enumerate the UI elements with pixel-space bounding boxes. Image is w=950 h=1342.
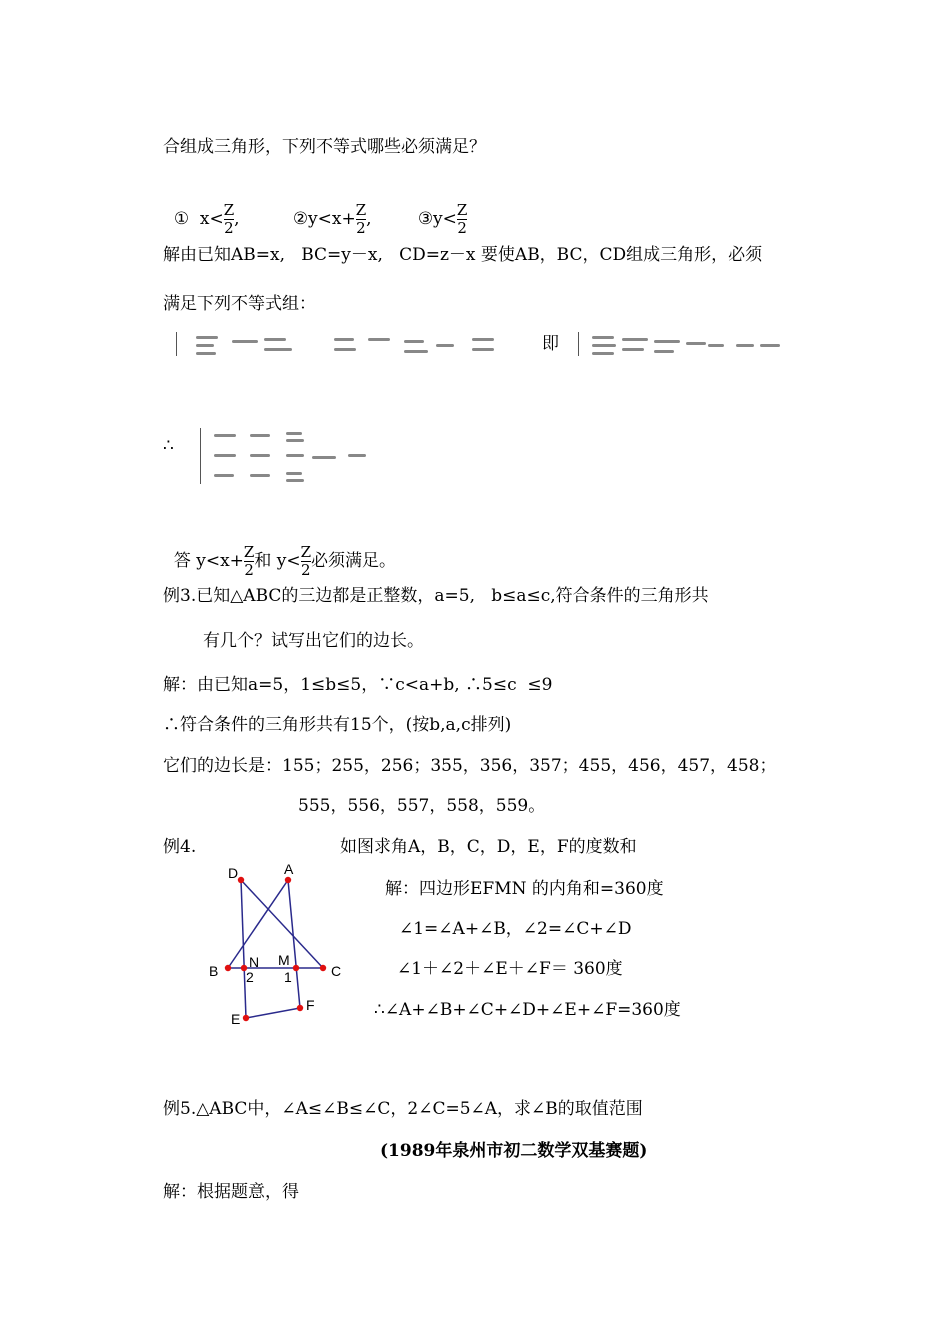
example-3-question: 例3.已知△ABC的三边都是正整数，a=5, b≤a≤c,符合条件的三角形共 [163, 586, 709, 606]
inequality-system-image [196, 426, 376, 488]
example-4-solution: ∠1=∠A+∠B，∠2=∠C+∠D [399, 919, 632, 939]
example-3-solution: 解：由已知a=5，1≤b≤5，∵c<a+b, ∴5≤c ≤9 [163, 675, 553, 695]
example-5-solution: 解：根据题意，得 [163, 1182, 299, 1202]
solution-line: 解由已知AB=x, BC=y－x, CD=z－x 要使AB，BC，CD组成三角形，必须 [163, 245, 763, 265]
example-4-solution: 解：四边形EFMN 的内角和=360度 [385, 879, 664, 899]
options-line: ① x< $\frac{Z}{2}$ , [173, 201, 240, 237]
example-3-solution: 它们的边长是：155；255，256；355，356，357；455，456，457，458； [163, 756, 777, 776]
option-2: ②y<x+ $\frac{Z}{2}$ , [292, 201, 372, 237]
problem-text-line: 合组成三角形，下列不等式哪些必须满足？ [163, 137, 486, 157]
angle-label-1: 1 [284, 969, 292, 985]
example-4-solution: ∴∠A+∠B+∠C+∠D+∠E+∠F=360度 [374, 1000, 681, 1020]
example-4-label: 例4. [163, 837, 197, 857]
example-5-source: (1989年泉州市初二数学双基赛题) [380, 1141, 648, 1161]
example-4-question: 如图求角A，B，C，D，E，F的度数和 [340, 837, 637, 857]
point-label-C: C [331, 963, 342, 979]
option-3-fraction: $\frac{Z}{2}$ [456, 201, 468, 237]
point-label-A: A [284, 861, 294, 877]
point-label-D: D [228, 865, 239, 881]
option-2-fraction: $\frac{Z}{2}$ [355, 201, 367, 237]
example-3-solution: 555，556，557，558，559。 [298, 796, 546, 816]
solution-line: 满足下列不等式组： [163, 294, 316, 314]
example-3-solution: ∴符合条件的三角形共有15个，(按b,a,c排列) [163, 715, 512, 735]
option-1-fraction: $\frac{Z}{2}$ [223, 201, 235, 237]
answer-fraction-2: $\frac{Z}{2}$ [300, 543, 312, 579]
option-3-label: ③y< [417, 209, 457, 229]
point-label-F: F [306, 997, 315, 1013]
option-1-label: ① x< [173, 209, 224, 229]
point-label-E: E [231, 1011, 241, 1027]
ji-label: 即 [542, 334, 559, 354]
example-3-question-cont: 有几个？试写出它们的边长。 [203, 631, 424, 651]
answer-fraction-1: $\frac{Z}{2}$ [243, 543, 255, 579]
answer-line: 答 y<x+ $\frac{Z}{2}$ 和 y< $\frac{Z}{2}$ 必须满足。 [173, 543, 397, 579]
geometry-figure [200, 856, 360, 1036]
example-4-solution: ∠1＋∠2＋∠E＋∠F＝ 360度 [397, 959, 623, 979]
option-3 [407, 180, 467, 237]
point-label-N: N [249, 954, 260, 970]
inequality-system-image [172, 330, 502, 360]
option-2-label: ②y<x+ [292, 209, 356, 229]
angle-label-2: 2 [246, 969, 254, 985]
point-label-M: M [278, 952, 290, 968]
therefore-symbol: ∴ [163, 436, 174, 456]
inequality-system-image [574, 330, 786, 360]
example-5-question: 例5.△ABC中，∠A≤∠B≤∠C，2∠C=5∠A，求∠B的取值范围 [163, 1099, 643, 1119]
point-label-B: B [209, 963, 219, 979]
